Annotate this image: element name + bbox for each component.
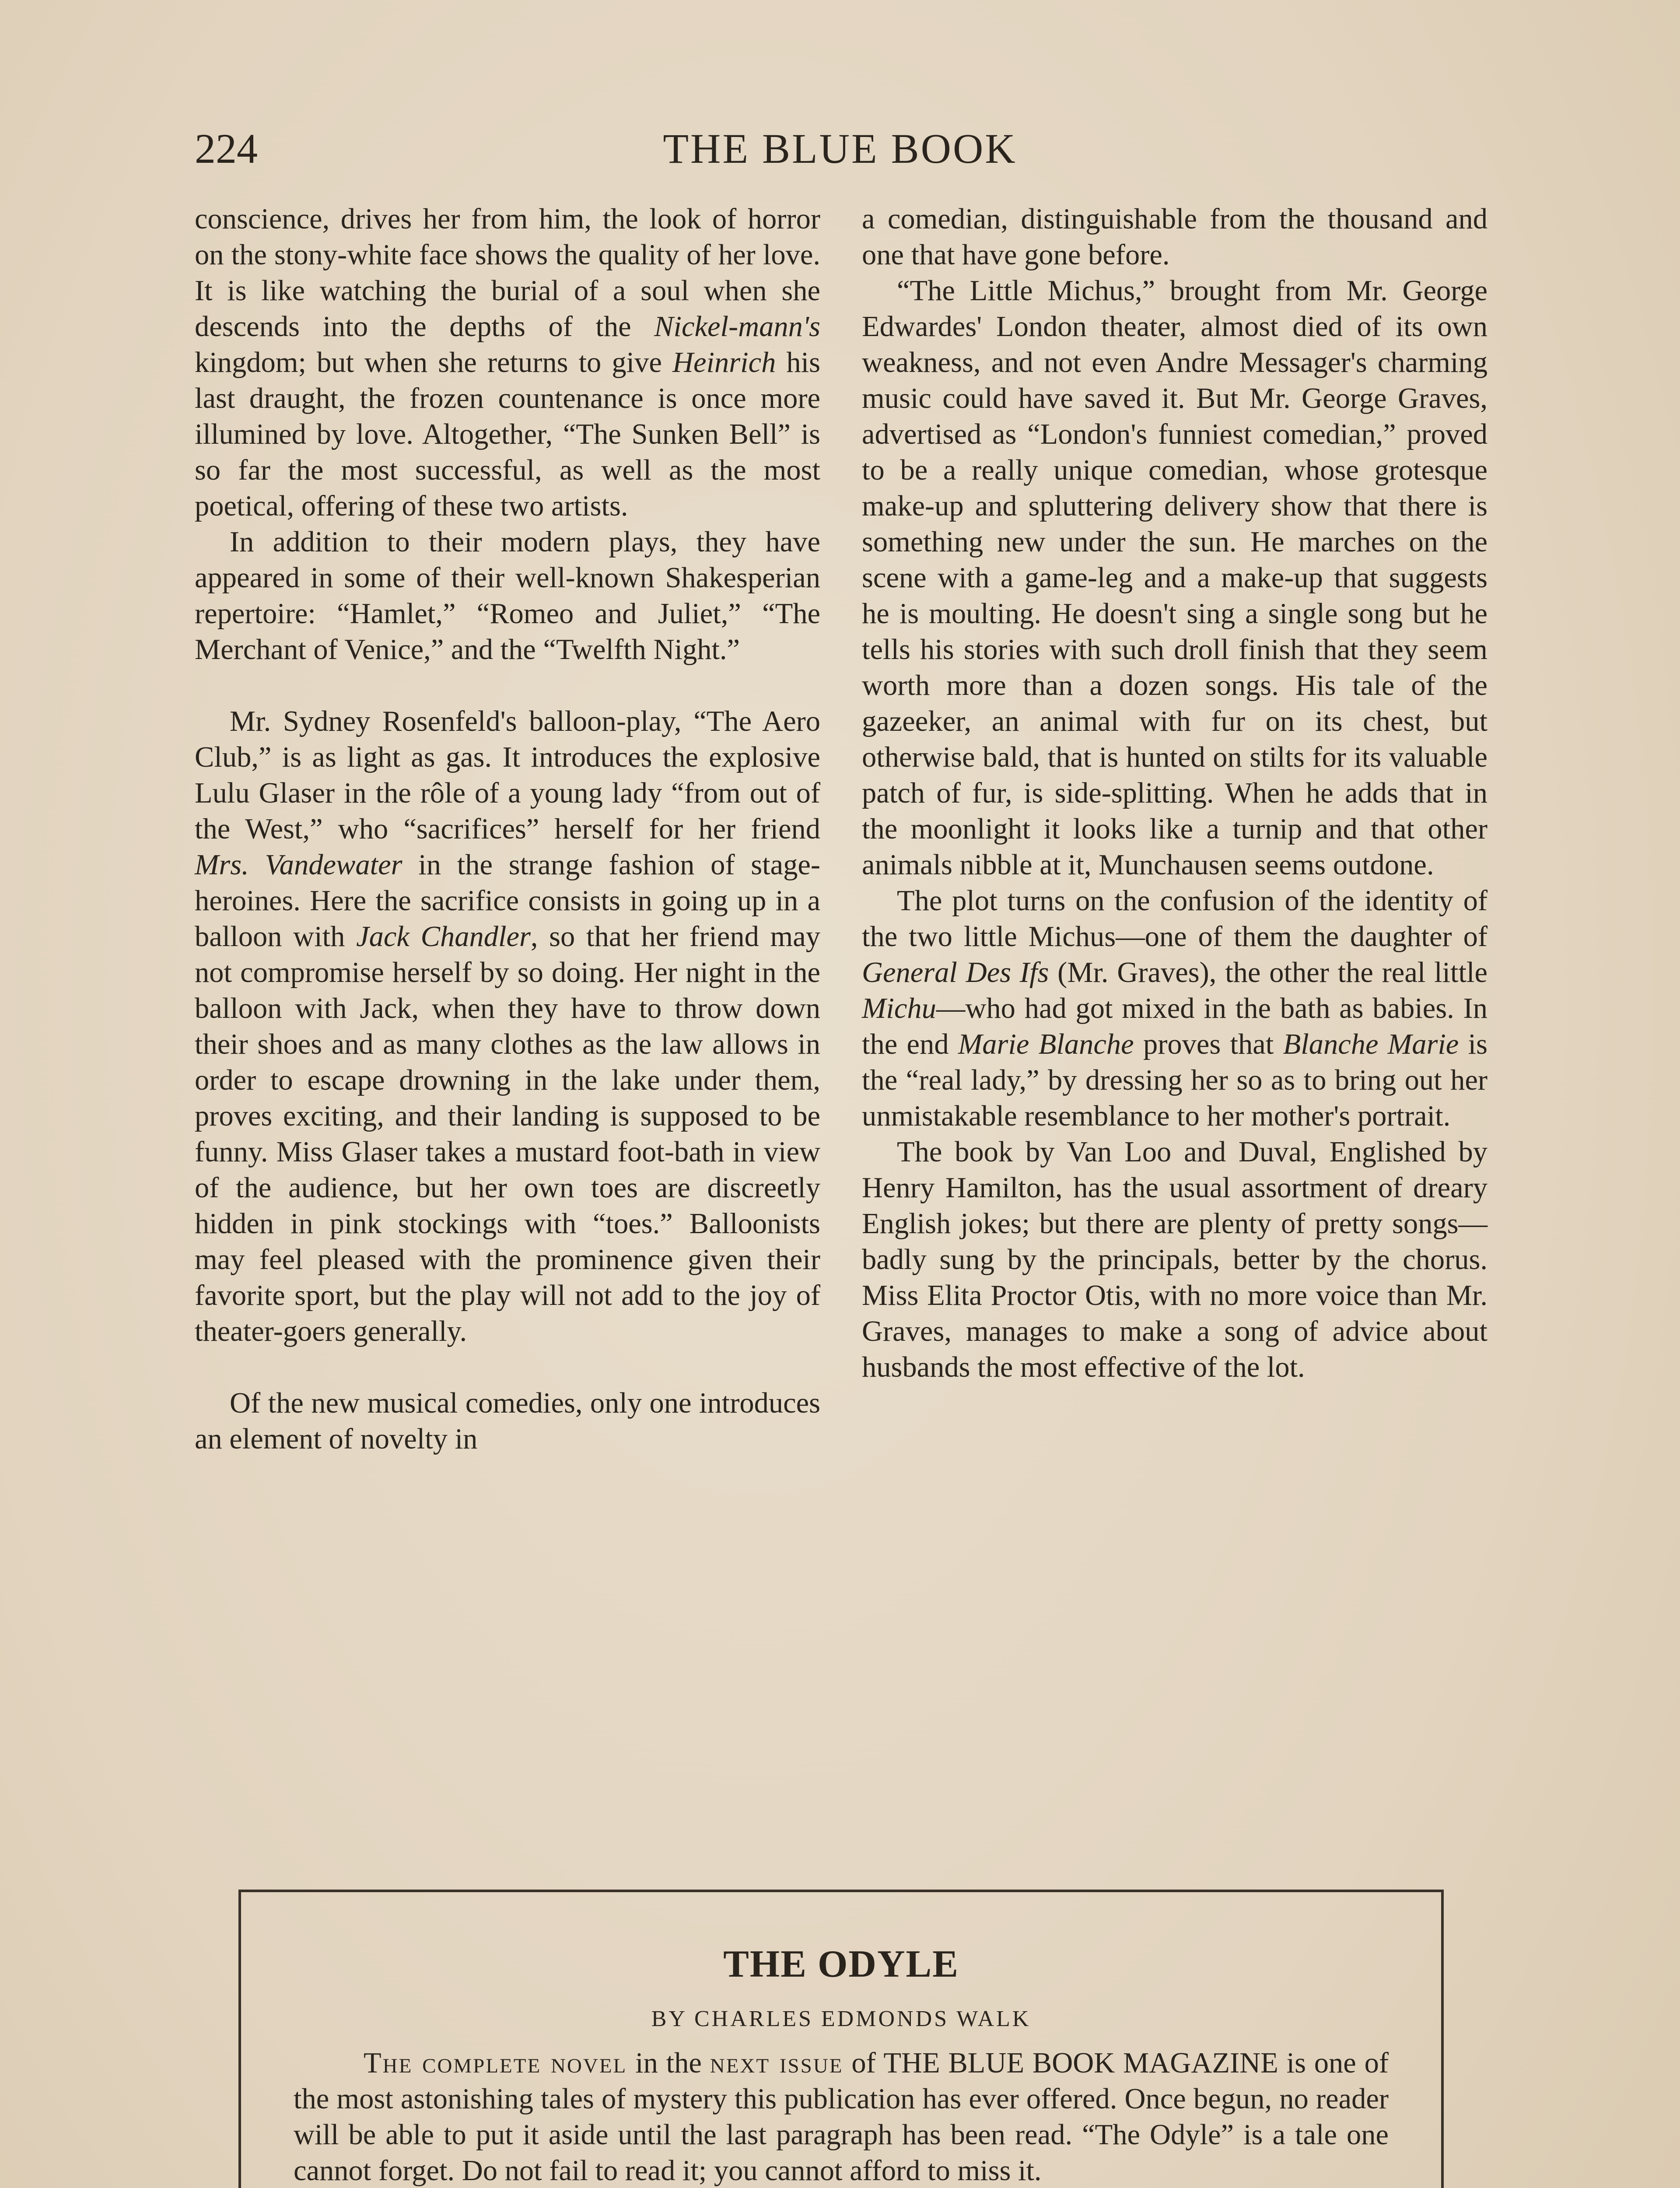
advertisement-box (238, 1890, 1444, 2188)
page-header (195, 118, 1485, 179)
running-title: THE BLUE BOOK (663, 125, 1017, 172)
ad-byline: BY CHARLES EDMONDS WALK (651, 2006, 1031, 2031)
paragraph: “The Little Michus,” brought from Mr. George Edwardes' London theater, almost died of its own weakness, and not even Andre Messager's charming music could have saved it. But Mr. George Graves, advertised as “London's funniest comedian,” proved to be a really unique comedian, whose grotesque make-up and spluttering delivery show that there is something new under the sun. He marches on the scene with a game-leg and a make-up that suggests he is moulting. He doesn't sing a single song but he tells his stories with such droll finish that they seem worth more than a dozen songs. His tale of the gazeeker, an animal with fur on its chest, but otherwise bald, that is hunted on stilts for its valuable patch of fur, is side-splitting. When he adds that in the moonlight it looks like a turnip and that other animals nibble at it, Munchausen seems outdone. (862, 275, 1488, 881)
paragraph: In addition to their modern plays, they have appeared in some of their well-known Shakesperian repertoire: “Hamlet,” “Romeo and Juliet,” “The Merchant of Venice,” and the “Twelfth Night.” (195, 526, 820, 666)
paragraph: Mr. Sydney Rosenfeld's balloon-play, “The Aero Club,” is as light as gas. It introduces the explosive Lulu Glaser in the rôle of a young lady “from out of the West,” who “sacrifices” herself for her friend Mrs. Vandewater in the strange fashion of stage-heroines. Here the sacrifice consists in going up in a balloon with Jack Chandler, so that her friend may not compromise herself by so doing. Her night in the balloon with Jack, when they have to throw down their shoes and as many clothes as the law allows in order to escape drowning in the lake under them, proves exciting, and their landing is supposed to be funny. Miss Glaser takes a mustard foot-bath in view of the audience, but her own toes are discreetly hidden in pink stockings with “toes.” Balloonists may feel pleased with the prominence given their favorite sport, but the play will not add to the joy of theater-goers generally. (195, 705, 821, 1347)
ad-text: The complete novel in the next issue of THE BLUE BOOK MAGAZINE is one of the most astonishing tales of mystery this publication has ever offered. Once begun, no reader will be able to put it aside until the last paragraph has been read. “The Odyle” is a tale one cannot forget. Do not fail to read it; you cannot afford to miss it. (294, 2047, 1389, 2187)
paragraph: The plot turns on the confusion of the identity of the two little Michus—one of them the daughter of General Des Ifs (Mr. Graves), the other the real little Michu—who had got mixed in the bath as babies. In the end Marie Blanche proves that Blanche Marie is the “real lady,” by dressing her so as to bring out her unmistakable resemblance to her mother's portrait. (862, 885, 1488, 1132)
paragraph: a comedian, distinguishable from the thousand and one that have gone before. (862, 203, 1488, 271)
paragraph: Of the new musical comedies, only one introduces an element of novelty in (195, 1387, 820, 1455)
right-column (862, 201, 1488, 1385)
paragraph: conscience, drives her from him, the look of horror on the stony-white face shows the quality of her love. It is like watching the burial of a soul when she descends into the depths of the Nickel-mann's kingdom; but when she returns to give Heinrich his last draught, the frozen countenance is once more illumined by love. Altogether, “The Sunken Bell” is so far the most successful, as well as the most poetical, offering of these two artists. (195, 203, 821, 522)
paragraph: The book by Van Loo and Duval, Englished by Henry Hamilton, has the usual assortment of dreary English jokes; but there are plenty of pretty songs—badly sung by the principals, better by the chorus. Miss Elita Proctor Otis, with no more voice than Mr. Graves, manages to make a song of advice about husbands the most effective of the lot. (862, 1136, 1488, 1383)
ad-title: THE ODYLE (723, 1943, 959, 1985)
left-column (195, 201, 820, 1457)
page-number: 224 (195, 125, 258, 172)
